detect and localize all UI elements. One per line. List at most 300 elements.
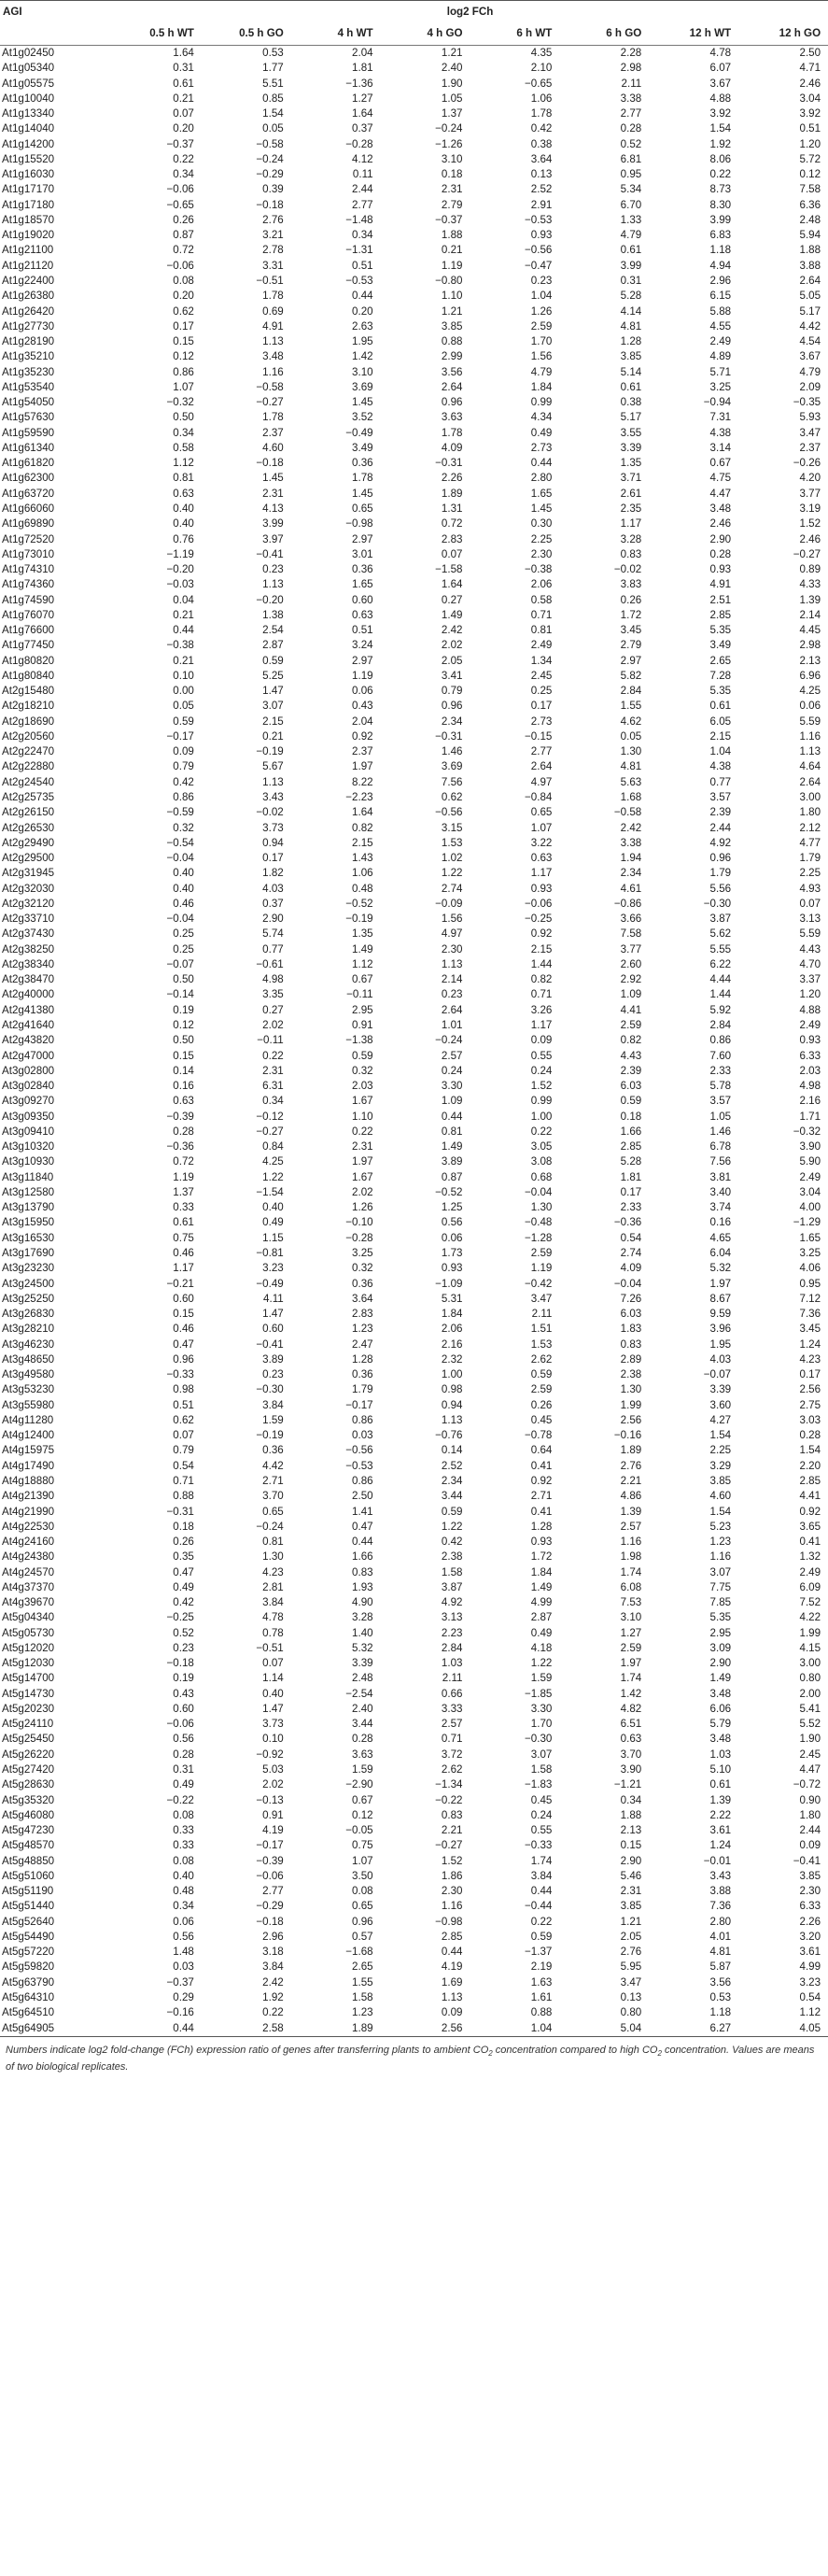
agi-cell: At4g21990 <box>2 1505 55 1518</box>
table-row <box>0 608 828 623</box>
value-cell: 1.13 <box>441 1991 463 2003</box>
agi-cell: At1g61820 <box>2 457 55 470</box>
value-cell: 2.50 <box>799 47 821 59</box>
table-row <box>0 1231 828 1246</box>
value-cell: 0.15 <box>620 1839 642 1852</box>
value-cell: −0.06 <box>525 897 553 910</box>
value-cell: −0.38 <box>525 563 553 576</box>
value-cell: −1.58 <box>435 563 463 576</box>
value-cell: −1.29 <box>793 1216 821 1229</box>
value-cell: 0.25 <box>173 942 194 955</box>
agi-cell: At1g80820 <box>2 654 55 667</box>
value-cell: 1.04 <box>470 2021 560 2037</box>
value-cell: 3.38 <box>620 92 642 105</box>
value-cell: 5.32 <box>352 1641 373 1654</box>
value-cell: 0.63 <box>352 608 373 621</box>
value-cell: 2.45 <box>799 1748 821 1761</box>
value-cell: 2.44 <box>709 821 732 834</box>
value-cell: 3.45 <box>799 1323 821 1336</box>
value-cell: 2.06 <box>530 578 553 591</box>
value-cell: 5.78 <box>709 1080 732 1093</box>
value-cell: 0.12 <box>352 1808 373 1821</box>
table-row <box>0 1367 828 1382</box>
value-cell: 4.97 <box>441 927 463 941</box>
value-cell: 0.13 <box>530 168 553 181</box>
value-cell: 0.59 <box>173 715 194 728</box>
value-cell: 3.48 <box>709 502 732 515</box>
value-cell: −0.27 <box>435 1839 463 1852</box>
agi-cell: At5g51190 <box>2 1885 54 1898</box>
value-cell: 3.09 <box>709 1641 732 1654</box>
table-row <box>0 577 828 592</box>
value-cell: 6.36 <box>799 198 821 211</box>
value-cell: 0.42 <box>173 1596 194 1609</box>
value-cell: −0.18 <box>256 198 284 211</box>
value-cell: 0.49 <box>173 1580 194 1593</box>
agi-cell: At1g26420 <box>2 304 55 318</box>
value-cell: 2.57 <box>620 1520 642 1533</box>
value-cell: 3.84 <box>530 1869 553 1882</box>
value-cell: 5.87 <box>709 1960 732 1974</box>
value-cell: 5.93 <box>799 411 821 424</box>
value-cell: 6.07 <box>709 62 732 75</box>
value-cell: 1.95 <box>352 335 373 348</box>
value-cell: 2.49 <box>799 1019 821 1031</box>
agi-cell: At2g22470 <box>2 745 55 758</box>
value-cell: 2.25 <box>530 532 553 545</box>
value-cell: 0.17 <box>262 852 284 865</box>
value-cell: 0.34 <box>262 1095 284 1108</box>
value-cell: 2.14 <box>441 973 463 986</box>
value-cell: 1.78 <box>441 426 463 439</box>
value-cell: 1.13 <box>262 775 284 788</box>
value-cell: 0.67 <box>709 457 732 470</box>
value-cell: 5.35 <box>709 624 732 637</box>
table-row <box>0 1884 828 1899</box>
value-cell: 1.55 <box>352 1975 373 1989</box>
value-cell: 3.85 <box>709 1474 732 1487</box>
value-cell: 2.59 <box>620 1641 642 1654</box>
value-cell: 0.62 <box>173 304 194 318</box>
value-cell: 3.48 <box>709 1687 732 1700</box>
value-cell: 1.56 <box>441 913 463 926</box>
table-row <box>0 744 828 759</box>
value-cell: 0.20 <box>173 122 194 135</box>
value-cell: 0.09 <box>799 1839 821 1852</box>
value-cell: 3.69 <box>352 380 373 393</box>
value-cell: 0.93 <box>799 1034 821 1047</box>
value-cell: −0.30 <box>525 1733 553 1746</box>
value-cell: 0.18 <box>173 1520 194 1533</box>
value-cell: 3.64 <box>352 1292 373 1305</box>
agi-cell: At5g04340 <box>2 1611 55 1624</box>
value-cell: 0.99 <box>530 396 553 409</box>
value-cell: 0.00 <box>173 685 194 698</box>
value-cell: 0.23 <box>262 563 284 576</box>
value-cell: 4.97 <box>530 775 553 788</box>
value-cell: 7.52 <box>799 1596 821 1609</box>
value-cell: 0.71 <box>530 988 553 1001</box>
value-cell: 0.51 <box>173 1398 194 1411</box>
table-row <box>0 167 828 182</box>
agi-cell: At1g17170 <box>2 183 55 196</box>
value-cell: 2.22 <box>709 1808 732 1821</box>
value-cell: −0.11 <box>257 1034 284 1047</box>
table-row <box>0 1246 828 1261</box>
value-cell: 1.81 <box>620 1170 642 1183</box>
value-cell: −0.26 <box>793 457 821 470</box>
value-cell: 0.22 <box>352 1125 373 1138</box>
value-cell: −0.35 <box>793 396 821 409</box>
value-cell: 2.98 <box>799 639 821 652</box>
value-cell: 1.95 <box>709 1338 732 1351</box>
value-cell: 0.10 <box>173 669 194 682</box>
agi-cell: At1g14040 <box>2 122 55 135</box>
value-cell: 1.78 <box>352 472 373 485</box>
value-cell: 3.49 <box>352 441 373 454</box>
value-cell: 0.72 <box>441 517 463 531</box>
value-cell: 0.17 <box>799 1368 821 1381</box>
value-cell: 4.88 <box>799 1003 821 1016</box>
value-cell: 0.07 <box>441 547 463 560</box>
value-cell: 4.91 <box>262 319 284 333</box>
value-cell: 5.59 <box>799 927 821 941</box>
value-cell: 6.51 <box>620 1718 642 1731</box>
value-cell: 1.00 <box>530 1110 553 1123</box>
value-cell: −0.41 <box>793 1854 821 1867</box>
agi-cell: At1g19020 <box>2 229 55 242</box>
value-cell: 3.03 <box>799 1413 821 1426</box>
value-cell: 1.24 <box>709 1839 732 1852</box>
value-cell: 0.62 <box>441 791 463 804</box>
table-row <box>0 1641 828 1656</box>
value-cell: 0.86 <box>352 1413 373 1426</box>
value-cell: 2.49 <box>709 335 732 348</box>
value-cell: 2.73 <box>530 715 553 728</box>
value-cell: 5.32 <box>709 1262 732 1275</box>
value-cell: 2.02 <box>352 1185 373 1198</box>
agi-cell: At3g17690 <box>2 1246 55 1259</box>
value-cell: 2.21 <box>441 1824 463 1837</box>
value-cell: 4.03 <box>709 1352 732 1366</box>
value-cell: 1.00 <box>441 1368 463 1381</box>
value-cell: 0.86 <box>709 1034 732 1047</box>
value-cell: 1.49 <box>441 1140 463 1154</box>
value-cell: 4.79 <box>620 229 642 242</box>
value-cell: 5.59 <box>799 715 821 728</box>
value-cell: 2.56 <box>620 1413 642 1426</box>
value-cell: 0.32 <box>352 1262 373 1275</box>
agi-cell: At1g35230 <box>2 365 55 378</box>
agi-cell: At1g27730 <box>2 319 55 333</box>
value-cell: −0.53 <box>345 1459 373 1472</box>
value-cell: 1.18 <box>709 244 732 257</box>
value-cell: 0.46 <box>173 1246 194 1259</box>
value-cell: 3.67 <box>799 350 821 363</box>
value-cell: 6.22 <box>709 957 732 970</box>
value-cell: 2.59 <box>620 1019 642 1031</box>
value-cell: 1.13 <box>441 1413 463 1426</box>
value-cell: 0.89 <box>799 563 821 576</box>
value-cell: 0.51 <box>352 624 373 637</box>
value-cell: 0.77 <box>262 942 284 955</box>
value-cell: 7.28 <box>709 669 732 682</box>
value-cell: 0.07 <box>173 1429 194 1442</box>
value-cell: 0.72 <box>173 1155 194 1168</box>
agi-cell: At3g28210 <box>2 1323 55 1336</box>
value-cell: −0.17 <box>256 1839 284 1852</box>
value-cell: 0.72 <box>173 244 194 257</box>
value-cell: 1.27 <box>352 92 373 105</box>
value-cell: 1.92 <box>262 1991 284 2003</box>
table-row <box>0 456 828 471</box>
value-cell: 5.51 <box>262 77 284 90</box>
table-row <box>0 243 828 258</box>
value-cell: 1.16 <box>799 729 821 743</box>
agi-cell: At4g24160 <box>2 1536 55 1549</box>
value-cell: 0.49 <box>530 1626 553 1639</box>
value-cell: 2.71 <box>262 1474 284 1487</box>
value-cell: 2.76 <box>262 213 284 226</box>
value-cell: 0.64 <box>530 1444 553 1457</box>
value-cell: 3.63 <box>441 411 463 424</box>
value-cell: 1.14 <box>262 1672 284 1685</box>
value-cell: −0.18 <box>256 457 284 470</box>
agi-cell: At2g26530 <box>2 821 55 834</box>
agi-cell: At5g59820 <box>2 1960 55 1974</box>
value-cell: 1.71 <box>799 1110 821 1123</box>
value-cell: 1.90 <box>799 1733 821 1746</box>
value-cell: −0.04 <box>613 1277 642 1290</box>
agi-cell: At4g21390 <box>2 1490 55 1503</box>
value-cell: −0.52 <box>435 1185 463 1198</box>
table-row <box>0 775 828 790</box>
value-cell: 5.25 <box>262 669 284 682</box>
value-cell: 0.09 <box>173 745 194 758</box>
value-cell: 2.84 <box>441 1641 463 1654</box>
value-cell: −0.14 <box>166 988 194 1001</box>
value-cell: 0.08 <box>352 1885 373 1898</box>
value-cell: 3.43 <box>709 1869 732 1882</box>
value-cell: 1.74 <box>530 1854 553 1867</box>
column-header-blank <box>0 21 112 46</box>
value-cell: 1.52 <box>530 1080 553 1093</box>
value-cell: 0.53 <box>262 47 284 59</box>
table-row <box>0 1732 828 1747</box>
table-row <box>0 1277 828 1292</box>
value-cell: 3.28 <box>620 532 642 545</box>
agi-cell: At1g61340 <box>2 441 55 454</box>
value-cell: 5.88 <box>709 304 732 318</box>
agi-cell: At2g32030 <box>2 882 55 895</box>
value-cell: 0.43 <box>352 700 373 713</box>
value-cell: 1.30 <box>620 1383 642 1396</box>
value-cell: 1.58 <box>441 1565 463 1578</box>
table-row <box>0 1777 828 1792</box>
value-cell: 2.58 <box>202 2021 291 2037</box>
value-cell: 1.07 <box>173 380 194 393</box>
value-cell: 2.77 <box>620 107 642 120</box>
value-cell: 0.31 <box>620 274 642 287</box>
table-row <box>0 821 828 836</box>
value-cell: 0.54 <box>799 1991 821 2003</box>
value-cell: 0.98 <box>173 1383 194 1396</box>
table-row <box>0 654 828 669</box>
value-cell: 0.44 <box>530 1885 553 1898</box>
value-cell: 1.15 <box>262 1231 284 1244</box>
value-cell: 4.13 <box>262 502 284 515</box>
value-cell: 3.00 <box>799 791 821 804</box>
value-cell: 0.22 <box>262 1049 284 1062</box>
value-cell: −0.51 <box>256 1641 284 1654</box>
value-cell: 5.17 <box>620 411 642 424</box>
value-cell: 4.05 <box>738 2021 828 2037</box>
table-row <box>0 987 828 1002</box>
value-cell: 1.97 <box>620 1657 642 1670</box>
value-cell: 0.07 <box>173 107 194 120</box>
value-cell: 1.13 <box>799 745 821 758</box>
value-cell: 0.59 <box>530 1368 553 1381</box>
value-cell: 2.64 <box>441 1003 463 1016</box>
value-cell: 3.39 <box>620 441 642 454</box>
value-cell: 1.80 <box>799 806 821 819</box>
value-cell: −0.39 <box>256 1854 284 1867</box>
value-cell: 0.26 <box>173 213 194 226</box>
value-cell: 0.60 <box>352 593 373 606</box>
value-cell: 1.54 <box>709 1505 732 1518</box>
value-cell: 1.10 <box>352 1110 373 1123</box>
value-cell: 0.06 <box>173 1915 194 1928</box>
table-row <box>0 1990 828 2005</box>
value-cell: 2.20 <box>799 1459 821 1472</box>
value-cell: 5.46 <box>620 1869 642 1882</box>
value-cell: 1.64 <box>352 107 373 120</box>
value-cell: −0.04 <box>166 913 194 926</box>
value-cell: −0.29 <box>256 1900 284 1913</box>
table-row <box>0 912 828 927</box>
value-cell: 6.15 <box>709 290 732 303</box>
value-cell: 0.59 <box>352 1049 373 1062</box>
value-cell: 4.81 <box>709 1946 732 1959</box>
value-cell: 0.63 <box>530 852 553 865</box>
value-cell: 0.82 <box>352 821 373 834</box>
value-cell: 2.15 <box>530 942 553 955</box>
value-cell: 1.17 <box>173 1262 194 1275</box>
table-row <box>0 441 828 456</box>
value-cell: 1.54 <box>262 107 284 120</box>
agi-cell: At5g28630 <box>2 1778 55 1791</box>
table-row <box>0 1930 828 1945</box>
value-cell: 0.67 <box>352 973 373 986</box>
agi-cell: At4g24380 <box>2 1550 55 1564</box>
value-cell: 5.71 <box>709 365 732 378</box>
value-cell: 1.20 <box>799 988 821 1001</box>
value-cell: 4.41 <box>620 1003 642 1016</box>
value-cell: 3.56 <box>709 1975 732 1989</box>
value-cell: 1.34 <box>530 654 553 667</box>
value-cell: 1.84 <box>441 1308 463 1321</box>
value-cell: 7.36 <box>799 1308 821 1321</box>
value-cell: 0.59 <box>620 1095 642 1108</box>
agi-cell: At1g77450 <box>2 639 55 652</box>
value-cell: −0.59 <box>166 806 194 819</box>
value-cell: 1.89 <box>291 2021 381 2037</box>
value-cell: 3.88 <box>799 259 821 272</box>
value-cell: 0.40 <box>173 867 194 880</box>
value-cell: 4.61 <box>620 882 642 895</box>
value-cell: 2.40 <box>441 62 463 75</box>
value-cell: 0.79 <box>173 1444 194 1457</box>
value-cell: 4.78 <box>709 47 732 59</box>
table-row <box>0 1428 828 1443</box>
value-cell: 0.21 <box>173 608 194 621</box>
agi-cell: At1g63720 <box>2 487 55 500</box>
table-row <box>0 1170 828 1185</box>
value-cell: −0.16 <box>613 1429 642 1442</box>
value-cell: 2.56 <box>799 1383 821 1396</box>
value-cell: 0.36 <box>352 1368 373 1381</box>
value-cell: −2.54 <box>345 1687 373 1700</box>
value-cell: −0.05 <box>345 1824 373 1837</box>
value-cell: 0.44 <box>352 1536 373 1549</box>
table-row <box>0 805 828 820</box>
value-cell: −0.03 <box>166 578 194 591</box>
value-cell: 0.93 <box>530 229 553 242</box>
value-cell: 0.80 <box>799 1672 821 1685</box>
value-cell: 0.20 <box>173 290 194 303</box>
value-cell: 5.72 <box>799 152 821 165</box>
value-cell: 6.96 <box>799 669 821 682</box>
value-cell: 2.37 <box>799 441 821 454</box>
value-cell: 2.45 <box>530 669 553 682</box>
value-cell: 0.96 <box>441 396 463 409</box>
value-cell: 2.54 <box>262 624 284 637</box>
value-cell: 6.33 <box>799 1900 821 1913</box>
value-cell: 2.60 <box>620 957 642 970</box>
value-cell: 3.70 <box>620 1748 642 1761</box>
value-cell: 0.28 <box>620 122 642 135</box>
value-cell: 2.40 <box>352 1702 373 1715</box>
value-cell: 3.73 <box>262 1718 284 1731</box>
value-cell: 3.85 <box>620 1900 642 1913</box>
value-cell: −0.80 <box>435 274 463 287</box>
value-cell: 4.19 <box>441 1960 463 1974</box>
value-cell: 0.09 <box>530 1034 553 1047</box>
value-cell: 3.15 <box>441 821 463 834</box>
value-cell: 0.49 <box>173 1778 194 1791</box>
value-cell: 4.82 <box>620 1702 642 1715</box>
value-cell: 2.92 <box>620 973 642 986</box>
value-cell: 0.21 <box>173 92 194 105</box>
value-cell: −0.37 <box>166 1975 194 1989</box>
value-cell: −0.58 <box>256 380 284 393</box>
value-cell: 2.64 <box>799 274 821 287</box>
table-row <box>0 1520 828 1535</box>
value-cell: 0.91 <box>262 1808 284 1821</box>
value-cell: 3.19 <box>799 502 821 515</box>
agi-cell: At5g51060 <box>2 1869 55 1882</box>
value-cell: 0.14 <box>441 1444 463 1457</box>
value-cell: 1.88 <box>441 229 463 242</box>
value-cell: 0.83 <box>352 1565 373 1578</box>
value-cell: 1.55 <box>620 700 642 713</box>
value-cell: 1.16 <box>262 365 284 378</box>
value-cell: 6.70 <box>620 198 642 211</box>
agi-cell: At1g57630 <box>2 411 55 424</box>
table-row <box>0 972 828 987</box>
value-cell: 3.07 <box>530 1748 553 1761</box>
value-cell: 4.20 <box>799 472 821 485</box>
